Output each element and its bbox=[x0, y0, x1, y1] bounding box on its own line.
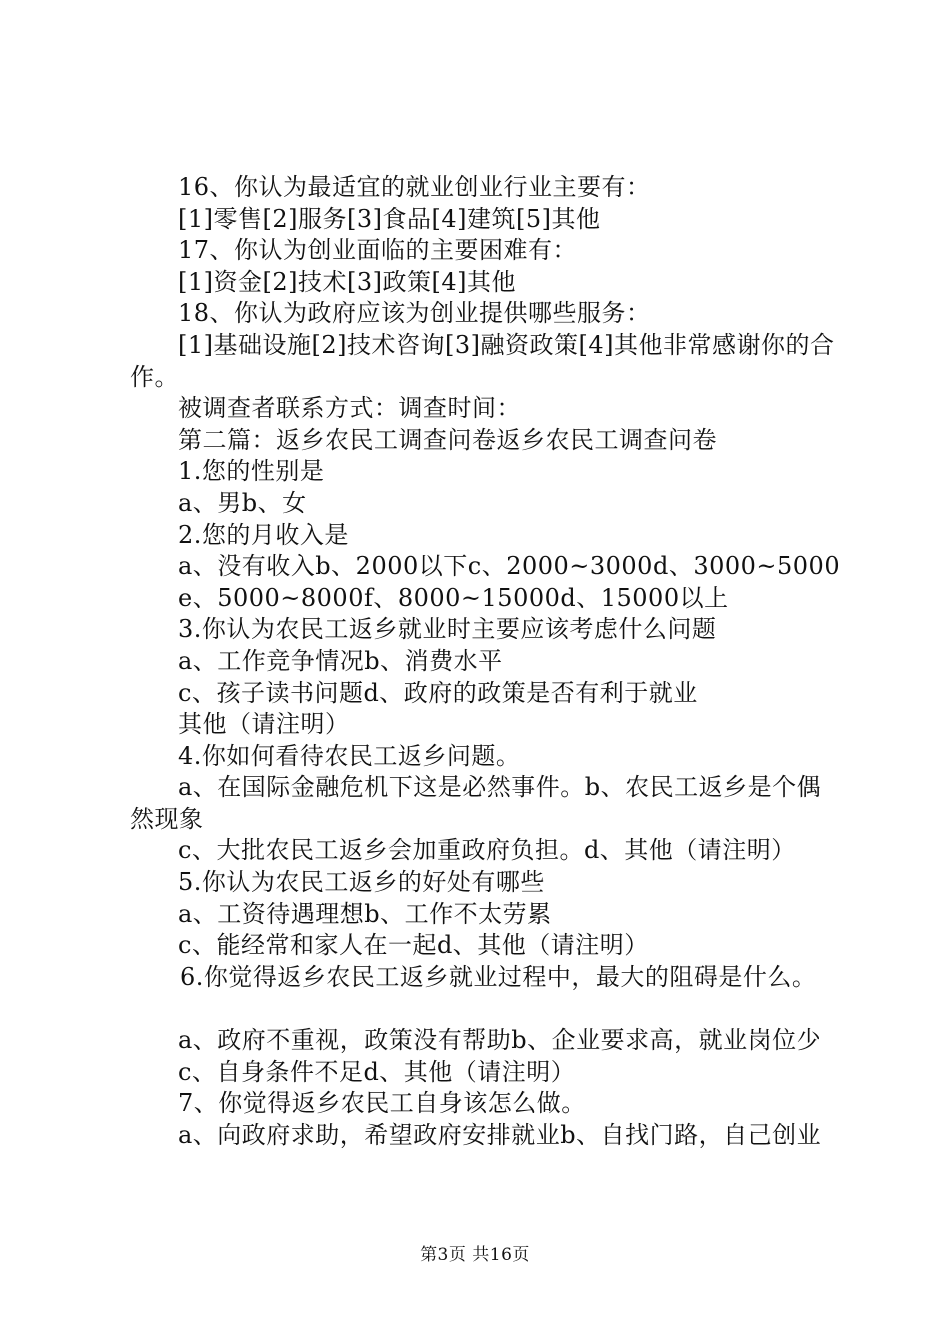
answer-options-4b: c、大批农民工返乡会加重政府负担。d、其他（请注明） bbox=[178, 836, 796, 865]
answer-options-7a: a、向政府求助，希望政府安排就业b、自找门路，自己创业 bbox=[178, 1120, 822, 1149]
question-3: 3.你认为农民工返乡就业时主要应该考虑什么问题 bbox=[178, 615, 717, 644]
answer-options-5a: a、工资待遇理想b、工作不太劳累 bbox=[178, 899, 552, 928]
answer-options-17: [1]资金[2]技术[3]政策[4]其他 bbox=[178, 267, 516, 296]
question-1: 1.您的性别是 bbox=[178, 457, 325, 486]
question-17: 17、你认为创业面临的主要困难有： bbox=[178, 236, 578, 265]
question-4: 4.你如何看待农民工返乡问题。 bbox=[178, 741, 521, 770]
contact-line: 被调查者联系方式：调查时间： bbox=[178, 394, 521, 423]
document-body bbox=[130, 172, 842, 1151]
answer-options-6b: c、自身条件不足d、其他（请注明） bbox=[178, 1057, 576, 1086]
question-16: 16、你认为最适宜的就业创业行业主要有： bbox=[178, 173, 651, 201]
answer-options-1: a、男b、女 bbox=[178, 488, 307, 517]
answer-options-16: [1]零售[2]服务[3]食品[4]建筑[5]其他 bbox=[178, 204, 601, 233]
question-7: 7、你觉得返乡农民工自身该怎么做。 bbox=[178, 1089, 586, 1118]
section-heading: 第二篇：返乡农民工调查问卷返乡农民工调查问卷 bbox=[178, 425, 717, 454]
question-5: 5.你认为农民工返乡的好处有哪些 bbox=[178, 868, 545, 897]
answer-options-2b: e、5000~8000f、8000~15000d、15000以上 bbox=[178, 583, 729, 612]
answer-options-6a: a、政府不重视，政策没有帮助b、企业要求高，就业岗位少 bbox=[178, 1026, 822, 1055]
answer-options-4a: a、在国际金融危机下这是必然事件。b、农民工返乡是个偶然现象 bbox=[130, 773, 822, 833]
question-6: 6.你觉得返乡农民工返乡就业过程中，最大的阻碍是什么。 bbox=[180, 962, 817, 991]
answer-options-3a: a、工作竞争情况b、消费水平 bbox=[178, 646, 503, 675]
blank-line bbox=[130, 993, 842, 1025]
answer-options-18: [1]基础设施[2]技术咨询[3]融资政策[4]其他非常感谢你的合作。 bbox=[130, 330, 835, 391]
page-footer: 第3页 共16页 bbox=[420, 1245, 530, 1265]
answer-options-3c: 其他（请注明） bbox=[178, 710, 350, 739]
question-2: 2.您的月收入是 bbox=[178, 520, 349, 549]
answer-options-2a: a、没有收入b、2000以下c、2000~3000d、3000~5000 bbox=[178, 552, 841, 581]
answer-options-3b: c、孩子读书问题d、政府的政策是否有利于就业 bbox=[178, 678, 698, 707]
question-18: 18、你认为政府应该为创业提供哪些服务： bbox=[178, 299, 651, 328]
answer-options-5b: c、能经常和家人在一起d、其他（请注明） bbox=[178, 931, 649, 960]
